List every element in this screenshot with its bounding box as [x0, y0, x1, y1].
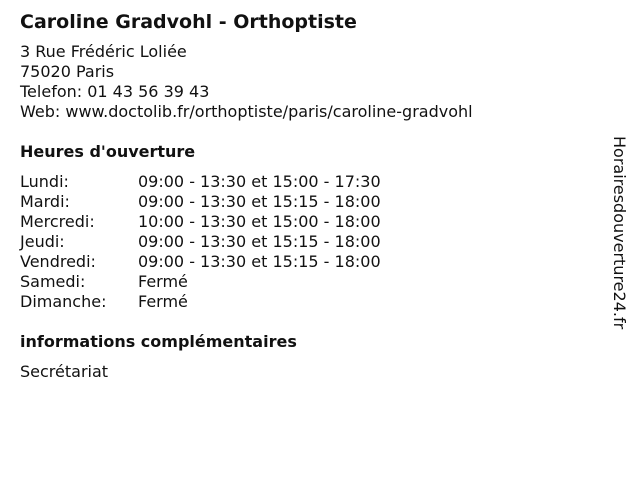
page-title: Caroline Gradvohl - Orthoptiste [20, 11, 357, 33]
hours-value: 09:00 - 13:30 et 15:15 - 18:00 [138, 252, 381, 271]
contact-info [20, 42, 600, 122]
hours-row-lundi [20, 172, 600, 192]
day-label: Samedi: [20, 272, 86, 291]
hours-row-mardi [20, 192, 600, 212]
hours-value: 09:00 - 13:30 et 15:15 - 18:00 [138, 232, 381, 251]
additional-info-title: informations complémentaires [20, 332, 297, 351]
hours-row-jeudi [20, 232, 600, 252]
business-details [20, 10, 600, 382]
day-label: Vendredi: [20, 252, 96, 271]
hours-row-vendredi [20, 252, 600, 272]
opening-hours-list [20, 172, 600, 312]
additional-info-text: Secrétariat [20, 362, 109, 381]
hours-value: Fermé [138, 272, 188, 291]
hours-value: 09:00 - 13:30 et 15:00 - 17:30 [138, 172, 381, 191]
phone-number: Telefon: 01 43 56 39 43 [20, 82, 210, 101]
hours-value: Fermé [138, 292, 188, 311]
street-address: 3 Rue Frédéric Loliée [20, 42, 187, 61]
day-label: Mardi: [20, 192, 70, 211]
hours-value: 09:00 - 13:30 et 15:15 - 18:00 [138, 192, 381, 211]
postal-city: 75020 Paris [20, 62, 115, 81]
hours-value: 10:00 - 13:30 et 15:00 - 18:00 [138, 212, 381, 231]
hours-row-dimanche [20, 292, 600, 312]
hours-row-mercredi [20, 212, 600, 232]
hours-row-samedi [20, 272, 600, 292]
opening-hours-title: Heures d'ouverture [20, 142, 196, 161]
day-label: Mercredi: [20, 212, 95, 231]
website-link[interactable]: Web: www.doctolib.fr/orthoptiste/paris/caroline-gradvohl [20, 102, 473, 121]
day-label: Lundi: [20, 172, 69, 191]
day-label: Dimanche: [20, 292, 107, 311]
site-watermark: Horairesdouverture24.fr [610, 136, 629, 330]
day-label: Jeudi: [20, 232, 65, 251]
